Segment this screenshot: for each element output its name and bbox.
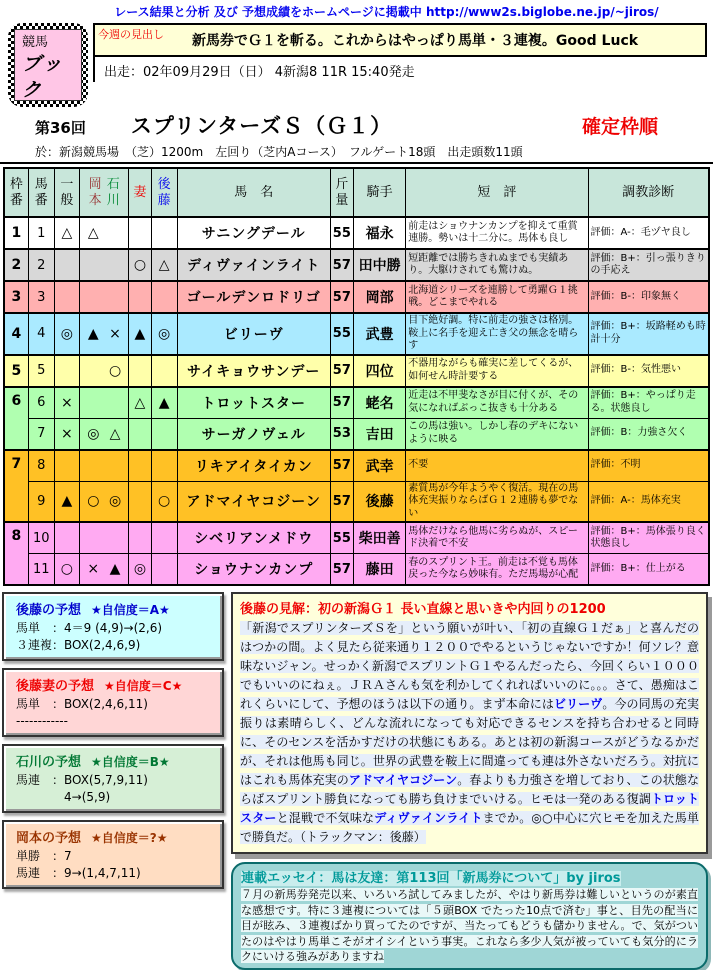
waku-number: 6 bbox=[4, 387, 28, 450]
mark-goto: ◎ bbox=[151, 313, 177, 355]
prediction-panel bbox=[2, 668, 224, 737]
waku-number: 1 bbox=[4, 217, 28, 249]
commentary-text: と混戦で不気味な bbox=[276, 811, 375, 825]
essay-title: 連載エッセイ：馬は友達：第113回「新馬券について」by jiros bbox=[241, 871, 621, 886]
short-comment: 素質馬が今年ようやく復活。現在の馬体充実振りならばＧ１２連勝も夢でない bbox=[406, 481, 588, 522]
mark-ippan: ◎ bbox=[54, 313, 79, 355]
site-link[interactable]: レース結果と分析 及び 予想成績をホームページに掲載中 http://www2s.biglobe.ne.jp/~jiros/ bbox=[114, 5, 659, 19]
mark-ippan bbox=[54, 450, 79, 482]
mark-tsuma bbox=[129, 522, 151, 554]
course-info: 於：新潟競馬場 （芝）1200m 左回り（芝内Aコース） フルゲート18頭 出走頭数11頭 bbox=[35, 145, 523, 159]
horse-row bbox=[4, 450, 709, 482]
horse-row bbox=[4, 313, 709, 355]
horse-name: アドマイヤコジーン bbox=[177, 481, 330, 522]
jockey: 柴田善 bbox=[353, 522, 405, 554]
weekly-headline-box bbox=[93, 23, 707, 57]
weight: 57 bbox=[330, 249, 353, 281]
logo-text-1: 競馬 bbox=[22, 35, 49, 50]
mark-ishikawa: ◎ bbox=[108, 493, 122, 510]
horse-row bbox=[4, 281, 709, 313]
prediction-title bbox=[16, 751, 216, 770]
col-training: 調教診断 bbox=[588, 168, 709, 217]
mark-ishikawa: × bbox=[109, 325, 121, 342]
essay-body: ７月の新馬券発売以来、いろいろ試してみましたが、やはり新馬券は難しいというのが素直な感想です。特に３連複については「５頭BOX でたった10点で済む」事と、目先の配当に目が眩み、３連複ばかり買ってたのですが、当たってもどうも儲かりません。で、気がついたのはやはり馬単こそがオイシイという事実。これなら多少人気が被っていても気分的にラクにいける強みがありますね bbox=[241, 888, 698, 963]
mark-tsuma bbox=[129, 418, 151, 450]
predictor-name: 後藤の予想 bbox=[16, 603, 82, 618]
commentary-text: 「新潟でスプリンターズＳを」という願いが叶い、「初の直線Ｇ１だぁ」と喜んだのはつかの間。よく見たら従来通り１２００でやるというじゃないですか！何ソレ？意味ないジャン。せっかく新潟でスプリントＧ１やるんだったら、今回くらい１０００でもいいのにねぇ。ＪＲＡさんも気を利かしてくれればいいのに。。。さて、愚痴はこれくらいにして、予想のほうは以下の通り。まず本命には bbox=[240, 621, 699, 711]
horse-row bbox=[4, 387, 709, 419]
short-comment: 北海道シリーズを連勝して勇躍Ｇ１挑戦。どこまでやれる bbox=[406, 281, 588, 313]
race-title-row bbox=[35, 110, 713, 140]
prediction-title bbox=[16, 675, 216, 694]
confidence-badge: ★自信度＝?★ bbox=[91, 831, 168, 845]
horse-number: 4 bbox=[28, 313, 54, 355]
mark-tsuma bbox=[129, 450, 151, 482]
short-comment: 近走は不甲斐なさが目に付くが、その気になればぶっこ抜きも十分ある bbox=[406, 387, 588, 419]
jockey: 蛯名 bbox=[353, 387, 405, 419]
mark-goto bbox=[151, 450, 177, 482]
training-eval: 評価：B+：やっぱり走る。状態良し bbox=[588, 387, 709, 419]
mark-ishikawa: △ bbox=[109, 425, 121, 442]
prediction-panel bbox=[2, 592, 224, 661]
weight: 57 bbox=[330, 450, 353, 482]
mark-tsuma: △ bbox=[129, 387, 151, 419]
commentary-body bbox=[240, 619, 699, 847]
mark-goto: ○ bbox=[151, 481, 177, 522]
horse-row bbox=[4, 249, 709, 281]
prediction-panel bbox=[2, 744, 224, 813]
confidence-badge: ★自信度＝C★ bbox=[104, 679, 183, 693]
mark-tsuma bbox=[129, 355, 151, 387]
waku-number: 5 bbox=[4, 355, 28, 387]
jockey: 四位 bbox=[353, 355, 405, 387]
prediction-line: 馬連 ：BOX(5,7,9,11) bbox=[16, 773, 148, 787]
weight: 57 bbox=[330, 387, 353, 419]
mark-ippan: × bbox=[54, 387, 79, 419]
mark-okamoto-ishikawa bbox=[80, 554, 129, 586]
waku-number: 4 bbox=[4, 313, 28, 355]
col-comment: 短 評 bbox=[406, 168, 588, 217]
jockey: 藤田 bbox=[353, 554, 405, 586]
col-num: 馬番 bbox=[28, 168, 54, 217]
table-header-row bbox=[4, 168, 709, 217]
weight: 53 bbox=[330, 418, 353, 450]
training-eval: 評価：A-：馬体充実 bbox=[588, 481, 709, 522]
training-eval: 評価：B-：気性悪い bbox=[588, 355, 709, 387]
horse-name: ショウナンカンプ bbox=[177, 554, 330, 586]
headline-label: 今週の見出し bbox=[98, 28, 164, 41]
predictor-name: 岡本の予想 bbox=[16, 831, 82, 846]
jockey: 田中勝 bbox=[353, 249, 405, 281]
horse-table-body bbox=[4, 217, 709, 585]
mark-ippan bbox=[54, 281, 79, 313]
mark-goto bbox=[151, 281, 177, 313]
essay-box bbox=[231, 862, 708, 970]
prediction-line: 4→(5,9) bbox=[16, 790, 111, 804]
weight: 55 bbox=[330, 217, 353, 249]
short-comment: 不器用ながらも確実に差してくるが、如何せん時計要する bbox=[406, 355, 588, 387]
prediction-line: 馬単 ：BOX(2,4,6,11) bbox=[16, 697, 148, 711]
col-okamoto-ishikawa bbox=[80, 168, 129, 217]
horse-number: 1 bbox=[28, 217, 54, 249]
col-horse-name: 馬 名 bbox=[177, 168, 330, 217]
horse-number: 8 bbox=[28, 450, 54, 482]
highlighted-horse-name: ディヴァインライト bbox=[374, 811, 483, 825]
page-header bbox=[8, 23, 713, 107]
bottom-section bbox=[2, 592, 713, 970]
commentary-text: 。春よりも力強さを増しており、この状態ならばスプリント勝負になっても勝ち負けまでいける。ヒモは一発のある復調 bbox=[240, 773, 699, 806]
horse-number: 10 bbox=[28, 522, 54, 554]
prediction-panels bbox=[2, 592, 231, 970]
jockey: 後藤 bbox=[353, 481, 405, 522]
horse-row bbox=[4, 522, 709, 554]
mark-okamoto-ishikawa bbox=[80, 313, 129, 355]
weight: 57 bbox=[330, 481, 353, 522]
short-comment: 短距離では勝ちきれぬまでも実績あり。大駆けされても驚けぬ。 bbox=[406, 249, 588, 281]
short-comment: 馬体だけなら他馬に劣らぬが、スピード決着で不安 bbox=[406, 522, 588, 554]
prediction-title bbox=[16, 599, 216, 618]
mark-ippan: ○ bbox=[54, 554, 79, 586]
keiba-book-logo bbox=[8, 23, 88, 107]
horse-name: サーガノヴェル bbox=[177, 418, 330, 450]
mark-ippan bbox=[54, 522, 79, 554]
mark-okamoto-ishikawa bbox=[80, 217, 129, 249]
weight: 55 bbox=[330, 522, 353, 554]
race-name: スプリンターズＳ（Ｇ１） bbox=[130, 114, 393, 138]
mark-okamoto-ishikawa bbox=[80, 249, 129, 281]
jockey: 吉田 bbox=[353, 418, 405, 450]
mark-okamoto-ishikawa bbox=[80, 522, 129, 554]
horse-row bbox=[4, 355, 709, 387]
horse-name: シベリアンメドウ bbox=[177, 522, 330, 554]
horse-number: 2 bbox=[28, 249, 54, 281]
short-comment: 前走はショウナンカンプを抑えて重賞連勝。勢いは十二分に。馬体も良し bbox=[406, 217, 588, 249]
horse-number: 11 bbox=[28, 554, 54, 586]
mark-ippan: △ bbox=[54, 217, 79, 249]
horse-name: サイキョウサンデー bbox=[177, 355, 330, 387]
horse-name: ビリーヴ bbox=[177, 313, 330, 355]
fixed-frame-status: 確定枠順 bbox=[581, 116, 658, 138]
col-waku: 枠番 bbox=[4, 168, 28, 217]
race-round: 第36回 bbox=[35, 119, 86, 137]
col-jockey: 騎手 bbox=[353, 168, 405, 217]
short-comment: この馬は強い。しかし春のデキにないように映る bbox=[406, 418, 588, 450]
waku-number: 3 bbox=[4, 281, 28, 313]
confidence-badge: ★自信度＝A★ bbox=[91, 603, 170, 617]
predictor-name: 後藤妻の予想 bbox=[16, 679, 95, 694]
horse-row bbox=[4, 418, 709, 450]
mark-okamoto: ▲ bbox=[87, 325, 99, 342]
weight: 57 bbox=[330, 355, 353, 387]
mark-okamoto-ishikawa bbox=[80, 355, 129, 387]
commentary-text: 。今の同馬の充実振りは素晴らしく、どんな流れになっても対応できるセンスを持ち合わせると同時に、そのセンスを活かすだけの状態にもある。あとは初の新潟コースがどうなるかだが、それは他馬も同じ。世界の武豊を鞍上に間違っても連は外さないだろう。対抗にはこれも馬体充実の bbox=[240, 697, 699, 787]
race-start-info: 出走：02年09月29日（日） 4新潟8 11R 15:40発走 bbox=[93, 57, 707, 82]
horse-number: 7 bbox=[28, 418, 54, 450]
col-weight: 斤量 bbox=[330, 168, 353, 217]
mark-ippan: ▲ bbox=[54, 481, 79, 522]
mark-goto bbox=[151, 554, 177, 586]
mark-tsuma: ▲ bbox=[129, 313, 151, 355]
training-eval: 評価：B+：馬体張り良く状態良し bbox=[588, 522, 709, 554]
mark-ippan: × bbox=[54, 418, 79, 450]
horse-row bbox=[4, 481, 709, 522]
mark-goto: ▲ bbox=[151, 387, 177, 419]
jockey: 福永 bbox=[353, 217, 405, 249]
weight: 57 bbox=[330, 281, 353, 313]
short-comment: 目下絶好調。特に前走の強さは格別。鞍上に名手を迎え亡き父の無念を晴らす bbox=[406, 313, 588, 355]
mark-tsuma bbox=[129, 217, 151, 249]
mark-goto: △ bbox=[151, 249, 177, 281]
mark-tsuma: ○ bbox=[129, 249, 151, 281]
jockey: 岡部 bbox=[353, 281, 405, 313]
mark-okamoto: ○ bbox=[87, 493, 100, 510]
short-comment: 不要 bbox=[406, 450, 588, 482]
col-ippan: 一般 bbox=[54, 168, 79, 217]
waku-number: 8 bbox=[4, 522, 28, 585]
mark-ishikawa: ▲ bbox=[109, 561, 121, 577]
logo-inner bbox=[14, 29, 82, 101]
mark-ippan bbox=[54, 355, 79, 387]
mark-tsuma bbox=[129, 481, 151, 522]
mark-goto bbox=[151, 522, 177, 554]
training-eval: 評価：不明 bbox=[588, 450, 709, 482]
horse-row bbox=[4, 217, 709, 249]
prediction-line: ------------ bbox=[16, 714, 68, 728]
prediction-title bbox=[16, 827, 216, 846]
prediction-panel bbox=[2, 820, 224, 889]
predictor-name: 石川の予想 bbox=[16, 755, 82, 770]
mark-tsuma: ◎ bbox=[129, 554, 151, 586]
training-eval: 評価：B+：仕上がる bbox=[588, 554, 709, 586]
commentary-title: 後藤の見解：初の新潟Ｇ１ 長い直線と思いきや内回りの1200 bbox=[240, 602, 606, 617]
horse-number: 6 bbox=[28, 387, 54, 419]
horse-number: 3 bbox=[28, 281, 54, 313]
highlighted-horse-name: トロットスター bbox=[240, 792, 699, 825]
mark-goto bbox=[151, 355, 177, 387]
mark-okamoto-ishikawa bbox=[80, 281, 129, 313]
col-tsuma: 妻 bbox=[129, 168, 151, 217]
weight: 57 bbox=[330, 554, 353, 586]
horse-name: ゴールデンロドリゴ bbox=[177, 281, 330, 313]
mark-goto bbox=[151, 418, 177, 450]
waku-number: 7 bbox=[4, 450, 28, 523]
divider bbox=[0, 162, 713, 164]
mark-ishikawa: ○ bbox=[108, 362, 122, 379]
jockey: 武幸 bbox=[353, 450, 405, 482]
prediction-line: 馬単 ：4＝9 (4,9)→(2,6) bbox=[16, 621, 163, 635]
col-okamoto: 岡本 bbox=[88, 176, 102, 208]
training-eval: 評価：B+：引っ張りきりの手応え bbox=[588, 249, 709, 281]
mark-okamoto-ishikawa bbox=[80, 450, 129, 482]
confidence-badge: ★自信度＝B★ bbox=[91, 755, 170, 769]
headline-text: 新馬券でＧ１を斬る。これからはやっぱり馬単・３連複。Good Luck bbox=[191, 33, 639, 49]
prediction-line: 単勝 ：7 bbox=[16, 849, 72, 863]
training-eval: 評価：A-：毛ヅヤ良し bbox=[588, 217, 709, 249]
mark-okamoto-ishikawa bbox=[80, 418, 129, 450]
horse-row bbox=[4, 554, 709, 586]
mark-okamoto-ishikawa bbox=[80, 481, 129, 522]
horse-name: サニングデール bbox=[177, 217, 330, 249]
short-comment: 春のスプリント王。前走は不覚も馬体戻った今なら妙味有。ただ馬場が心配 bbox=[406, 554, 588, 586]
mark-okamoto-ishikawa bbox=[80, 387, 129, 419]
weight: 55 bbox=[330, 313, 353, 355]
horse-table bbox=[3, 167, 710, 586]
mark-okamoto: ◎ bbox=[87, 425, 100, 442]
mark-tsuma bbox=[129, 281, 151, 313]
col-ishikawa: 石川 bbox=[106, 176, 120, 208]
horse-name: リキアイタイカン bbox=[177, 450, 330, 482]
jockey: 武豊 bbox=[353, 313, 405, 355]
commentary-text: までか。◎○中心に穴ヒモを加えた馬単で勝負だ。（トラックマン：後藤） bbox=[240, 811, 699, 844]
horse-number: 5 bbox=[28, 355, 54, 387]
highlighted-horse-name: アドマイヤコジーン bbox=[348, 773, 458, 787]
horse-name: ディヴァインライト bbox=[177, 249, 330, 281]
mark-okamoto: △ bbox=[87, 225, 99, 241]
logo-text-2: ブック bbox=[22, 53, 65, 101]
commentary-box bbox=[231, 592, 708, 854]
mark-ippan bbox=[54, 249, 79, 281]
mark-goto bbox=[151, 217, 177, 249]
highlighted-horse-name: ビリーヴ bbox=[554, 697, 603, 711]
horse-name: トロットスター bbox=[177, 387, 330, 419]
prediction-line: 馬連 ：9→(1,4,7,11) bbox=[16, 866, 141, 880]
horse-number: 9 bbox=[28, 481, 54, 522]
waku-number: 2 bbox=[4, 249, 28, 281]
training-eval: 評価：B：力強さ欠く bbox=[588, 418, 709, 450]
mark-okamoto: × bbox=[87, 561, 100, 577]
prediction-line: ３連複：BOX(2,4,6,9) bbox=[16, 638, 141, 652]
col-goto: 後藤 bbox=[151, 168, 177, 217]
training-eval: 評価：B-：印象無く bbox=[588, 281, 709, 313]
training-eval: 評価：B+：坂路軽めも時計十分 bbox=[588, 313, 709, 355]
